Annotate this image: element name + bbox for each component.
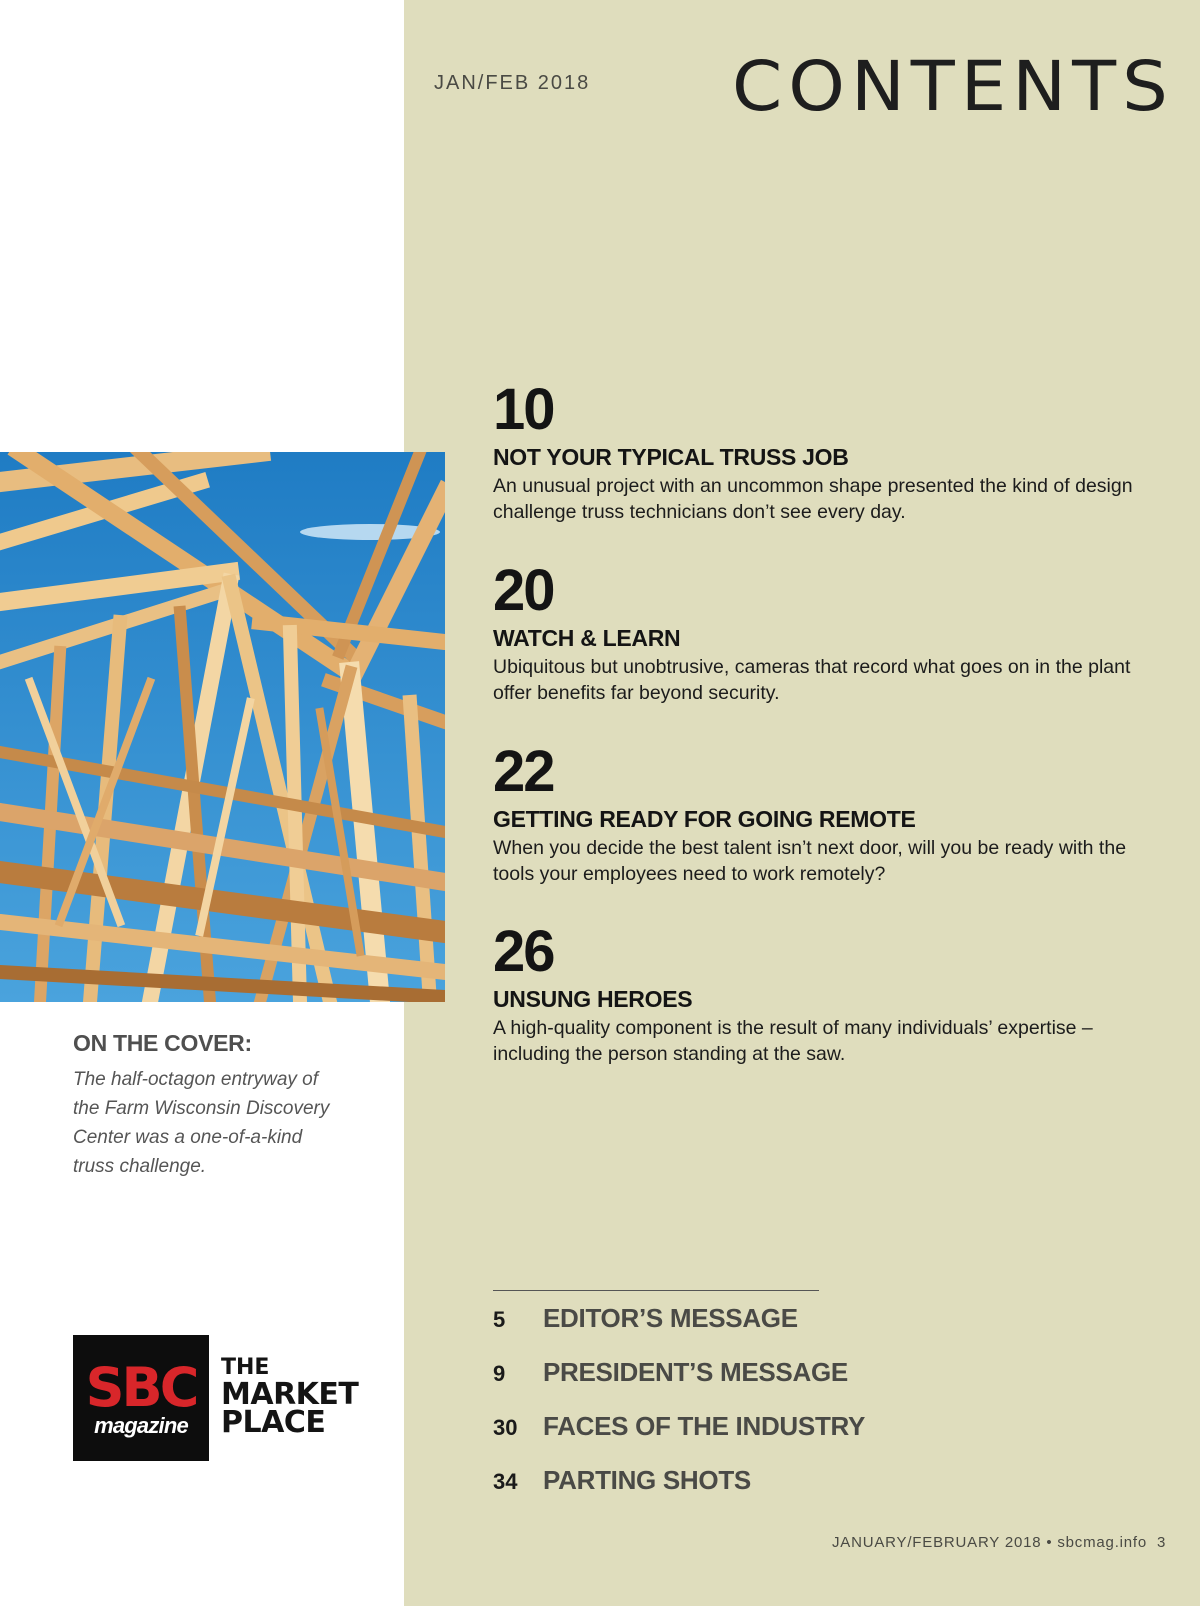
department-title[interactable]: FACES OF THE INDUSTRY [543, 1411, 866, 1441]
section-divider [493, 1290, 819, 1291]
feature-description: An unusual project with an uncommon shape presented the kind of design challenge truss technicians don’t see every day. [493, 475, 1133, 523]
feature-page-number: 26 [493, 919, 554, 984]
cover-caption: The half-octagon entryway of the Farm Wisconsin Discovery Center was a one-of-a-kind truss challenge. [73, 1069, 330, 1177]
feature-title[interactable]: NOT YOUR TYPICAL TRUSS JOB [493, 444, 849, 470]
logo-mark [73, 1335, 209, 1461]
department-page-number: 9 [493, 1361, 506, 1386]
cover-label: ON THE COVER: [73, 1030, 252, 1056]
logo-magazine-text: magazine [94, 1413, 188, 1438]
page-title: CONTENTS [732, 46, 1174, 126]
page-footer [832, 1534, 1167, 1551]
logo-line-3: PLACE [221, 1405, 326, 1440]
department-page-number: 34 [493, 1469, 518, 1494]
sbc-marketplace-logo[interactable] [73, 1335, 373, 1461]
feature-title[interactable]: UNSUNG HEROES [493, 986, 693, 1012]
feature-item[interactable] [493, 558, 1153, 706]
logo-sbc-text: SBC [85, 1356, 197, 1419]
feature-page-number: 20 [493, 558, 554, 623]
footer-text: JANUARY/FEBRUARY 2018 • sbcmag.info [832, 1534, 1148, 1551]
department-title[interactable]: EDITOR’S MESSAGE [543, 1303, 798, 1333]
feature-description: When you decide the best talent isn’t next door, will you be ready with the tools your employees need to work remotely? [493, 837, 1127, 885]
feature-description: A high-quality component is the result of many individuals’ expertise – including the person standing at the saw. [493, 1017, 1093, 1065]
truss-illustration [0, 452, 445, 1002]
feature-item[interactable] [493, 377, 1153, 525]
department-item[interactable] [493, 1301, 993, 1341]
feature-description: Ubiquitous but unobtrusive, cameras that record what goes on in the plant offer benefits far beyond security. [493, 656, 1131, 704]
issue-date: JAN/FEB 2018 [434, 72, 591, 94]
department-item[interactable] [493, 1355, 993, 1395]
feature-title[interactable]: WATCH & LEARN [493, 625, 681, 651]
feature-item[interactable] [493, 919, 1153, 1067]
logo-wordmark [221, 1355, 371, 1440]
cover-photo [0, 452, 445, 1002]
department-page-number: 30 [493, 1415, 518, 1440]
department-item[interactable] [493, 1409, 993, 1449]
cover-caption-block [73, 1030, 353, 1181]
logo-line-2: MARKET [221, 1377, 359, 1412]
feature-title[interactable]: GETTING READY FOR GOING REMOTE [493, 806, 916, 832]
department-title[interactable]: PARTING SHOTS [543, 1465, 751, 1495]
page-number: 3 [1157, 1534, 1167, 1551]
department-title[interactable]: PRESIDENT’S MESSAGE [543, 1357, 848, 1387]
feature-item[interactable] [493, 739, 1153, 887]
department-page-number: 5 [493, 1307, 506, 1332]
feature-page-number: 10 [493, 377, 554, 442]
department-item[interactable] [493, 1463, 993, 1503]
logo-line-1: THE [221, 1355, 270, 1380]
feature-page-number: 22 [493, 739, 554, 804]
